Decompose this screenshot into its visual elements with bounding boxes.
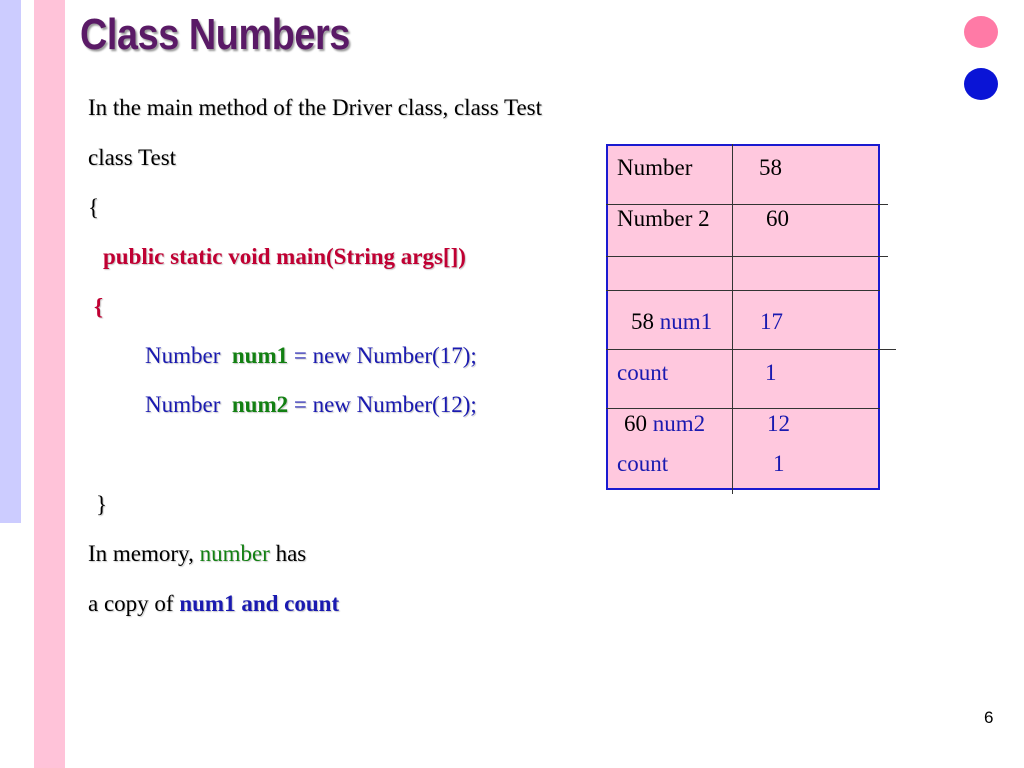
- code-main-open-brace: {: [94, 294, 104, 319]
- left-decor-stripe-pink: [34, 0, 65, 768]
- table-cell-label: Number: [617, 155, 693, 180]
- table-cell-label: [624, 410, 705, 438]
- page-number: 6: [984, 708, 994, 727]
- table-cell-address: 60: [624, 411, 647, 436]
- table-cell-address: 58: [631, 309, 654, 334]
- code-var-num2: num2: [231, 392, 289, 417]
- table-cell-value: 12: [767, 411, 790, 436]
- table-cell-label: count: [617, 360, 669, 385]
- code-rest: = new Number(17);: [288, 343, 477, 368]
- code-type: Number: [145, 343, 221, 368]
- intro-text: In the main method of the Driver class, class Test: [88, 95, 543, 120]
- summary-highlight-number: number: [199, 541, 270, 566]
- table-cell-label: Number 2: [617, 206, 710, 231]
- code-rest: = new Number(12);: [288, 392, 477, 417]
- memory-table-row-divider: [606, 349, 896, 350]
- code-class-decl: class Test: [88, 145, 177, 170]
- table-cell-value: 58: [759, 155, 782, 180]
- slide-title: Class Numbers: [80, 10, 350, 59]
- memory-table-row-divider: [606, 408, 880, 409]
- blue-dot-icon: [964, 68, 998, 100]
- code-type: Number: [145, 392, 221, 417]
- code-open-brace: {: [88, 195, 100, 220]
- summary-line-1: [88, 540, 306, 568]
- code-var-num1: num1: [231, 343, 289, 368]
- table-cell-value: 60: [766, 206, 789, 231]
- table-cell-var-name: num2: [652, 411, 706, 436]
- summary-line-2: [88, 590, 339, 618]
- table-cell-label: [631, 308, 712, 336]
- table-cell-value: 1: [765, 360, 777, 385]
- memory-table-column-divider: [732, 144, 733, 494]
- code-main-signature: public static void main(String args[]): [103, 244, 466, 269]
- summary-highlight-num1-count: num1 and count: [179, 591, 340, 616]
- code-line-num1: [145, 342, 477, 370]
- summary-text: a copy of: [88, 591, 180, 616]
- table-cell-value: 17: [760, 309, 783, 334]
- table-cell-var-name: num1: [659, 309, 713, 334]
- pink-dot-icon: [964, 16, 998, 48]
- table-cell-value: 1: [773, 451, 785, 476]
- summary-text: In memory,: [88, 541, 200, 566]
- memory-table-row-divider: [606, 256, 888, 257]
- summary-text: has: [269, 541, 307, 566]
- left-decor-stripe-lavender: [0, 0, 21, 523]
- code-line-num2: [145, 391, 477, 419]
- code-main-close-brace: }: [96, 492, 108, 517]
- memory-table-row-divider: [606, 290, 880, 291]
- table-cell-label: count: [617, 451, 669, 476]
